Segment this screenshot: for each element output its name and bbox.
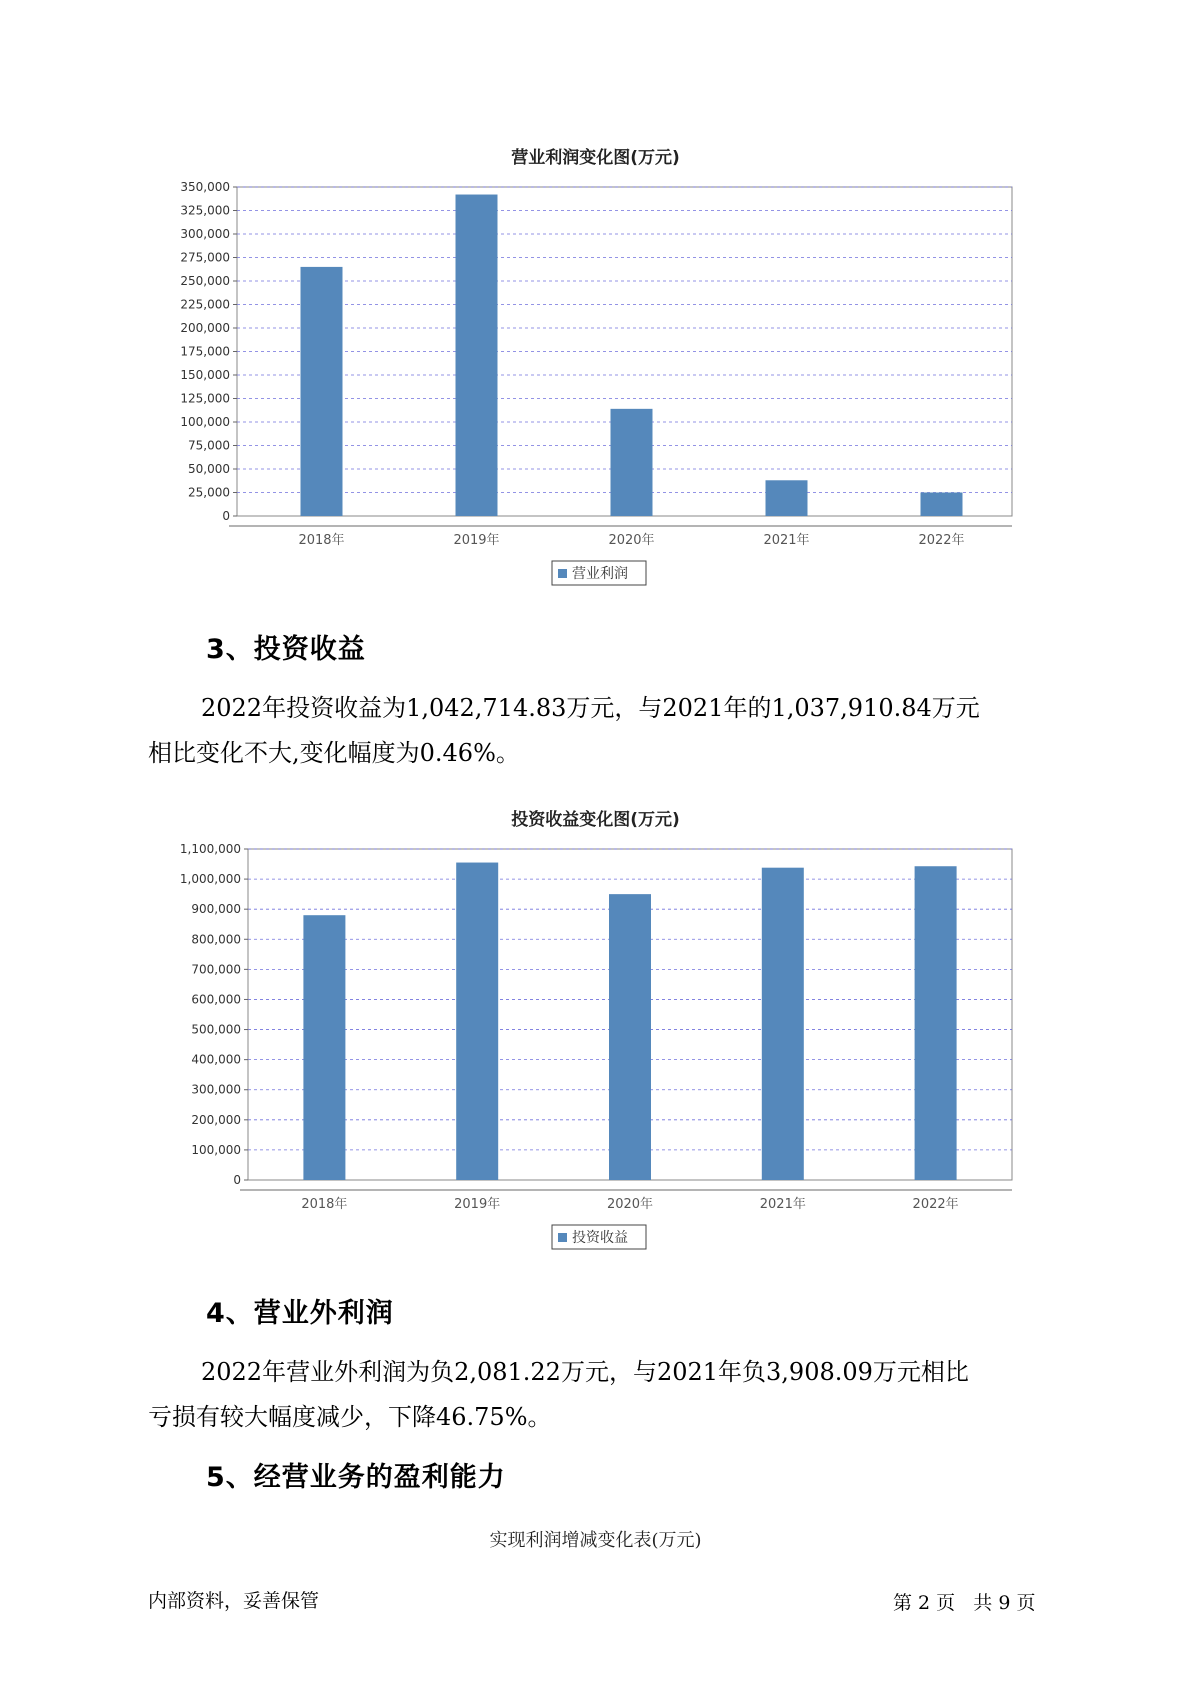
x-tick-label: 2019年 [454, 1197, 501, 1212]
legend-swatch [558, 1233, 567, 1242]
y-tick-label: 300,000 [180, 227, 230, 241]
bar-2019年 [456, 863, 498, 1180]
y-tick-label: 700,000 [191, 962, 241, 977]
section-3-line-1: 2022年投资收益为1,042,714.83万元，与2021年的1,037,910.84万元 [201, 694, 980, 722]
chart-2-title: 投资收益变化图(万元) [511, 810, 680, 830]
y-tick-label: 350,000 [180, 180, 230, 194]
y-tick-label: 75,000 [188, 438, 230, 453]
bar-2021年 [766, 480, 808, 516]
y-tick-label: 125,000 [180, 391, 230, 406]
legend-label: 投资收益 [572, 1230, 628, 1246]
y-tick-label: 175,000 [180, 344, 230, 359]
y-tick-label: 225,000 [180, 297, 230, 312]
bar-2022年 [921, 493, 963, 517]
y-tick-label: 150,000 [180, 368, 230, 382]
y-tick-label: 200,000 [180, 321, 230, 335]
y-tick-label: 1,100,000 [179, 842, 241, 856]
y-tick-label: 0 [222, 509, 230, 523]
section-4-line-1: 2022年营业外利润为负2,081.22万元，与2021年负3,908.09万元相比 [201, 1358, 969, 1386]
section-3-heading: 3、投资收益 [206, 634, 366, 665]
bar-2018年 [303, 915, 345, 1180]
y-tick-label: 275,000 [180, 250, 230, 265]
x-tick-label: 2021年 [763, 533, 810, 548]
x-tick-label: 2020年 [606, 1197, 654, 1212]
chart-1-title: 营业利润变化图(万元) [511, 148, 680, 168]
bar-2022年 [915, 866, 957, 1180]
y-tick-label: 400,000 [191, 1052, 241, 1067]
y-tick-label: 50,000 [188, 462, 230, 476]
bar-2018年 [301, 267, 343, 516]
operating-profit-chart [0, 170, 1191, 590]
section-5-heading: 5、经营业务的盈利能力 [206, 1462, 506, 1493]
y-tick-label: 300,000 [191, 1082, 241, 1097]
x-tick-label: 2019年 [453, 533, 500, 548]
y-tick-label: 800,000 [191, 932, 241, 947]
table-caption: 实现利润增减变化表(万元) [489, 1530, 702, 1551]
x-tick-label: 2021年 [759, 1197, 806, 1212]
chart-legend [552, 1225, 646, 1249]
y-tick-label: 100,000 [191, 1142, 241, 1157]
x-tick-label: 2018年 [298, 533, 345, 548]
x-tick-label: 2020年 [608, 533, 655, 548]
y-tick-label: 250,000 [180, 274, 230, 288]
bar-2019年 [456, 195, 498, 516]
y-tick-label: 325,000 [180, 203, 230, 218]
y-tick-label: 200,000 [191, 1112, 241, 1127]
y-tick-label: 0 [233, 1173, 241, 1187]
section-3-paragraph [148, 686, 1048, 776]
y-tick-label: 1,000,000 [179, 872, 241, 887]
legend-label: 营业利润 [572, 566, 628, 582]
legend-swatch [558, 569, 567, 578]
y-tick-label: 25,000 [188, 485, 230, 500]
y-tick-label: 500,000 [191, 1022, 241, 1037]
bar-2021年 [762, 868, 804, 1180]
section-3-line-2: 相比变化不大,变化幅度为0.46%。 [148, 739, 520, 767]
y-tick-label: 100,000 [180, 415, 230, 429]
x-tick-label: 2022年 [912, 1197, 959, 1212]
bar-2020年 [611, 409, 653, 516]
section-4-heading: 4、营业外利润 [206, 1298, 394, 1329]
footer-page-number: 第 2 页 共 9 页 [893, 1592, 1036, 1614]
y-tick-label: 600,000 [191, 992, 241, 1007]
y-tick-label: 900,000 [191, 902, 241, 917]
bar-2020年 [609, 894, 651, 1180]
investment-income-chart [0, 832, 1191, 1252]
section-4-paragraph [148, 1350, 1048, 1440]
x-tick-label: 2018年 [301, 1197, 348, 1212]
footer-confidential-note: 内部资料，妥善保管 [148, 1590, 320, 1612]
section-4-line-2: 亏损有较大幅度减少，下降46.75%。 [148, 1403, 552, 1431]
chart-legend [552, 561, 646, 585]
x-tick-label: 2022年 [918, 533, 965, 548]
